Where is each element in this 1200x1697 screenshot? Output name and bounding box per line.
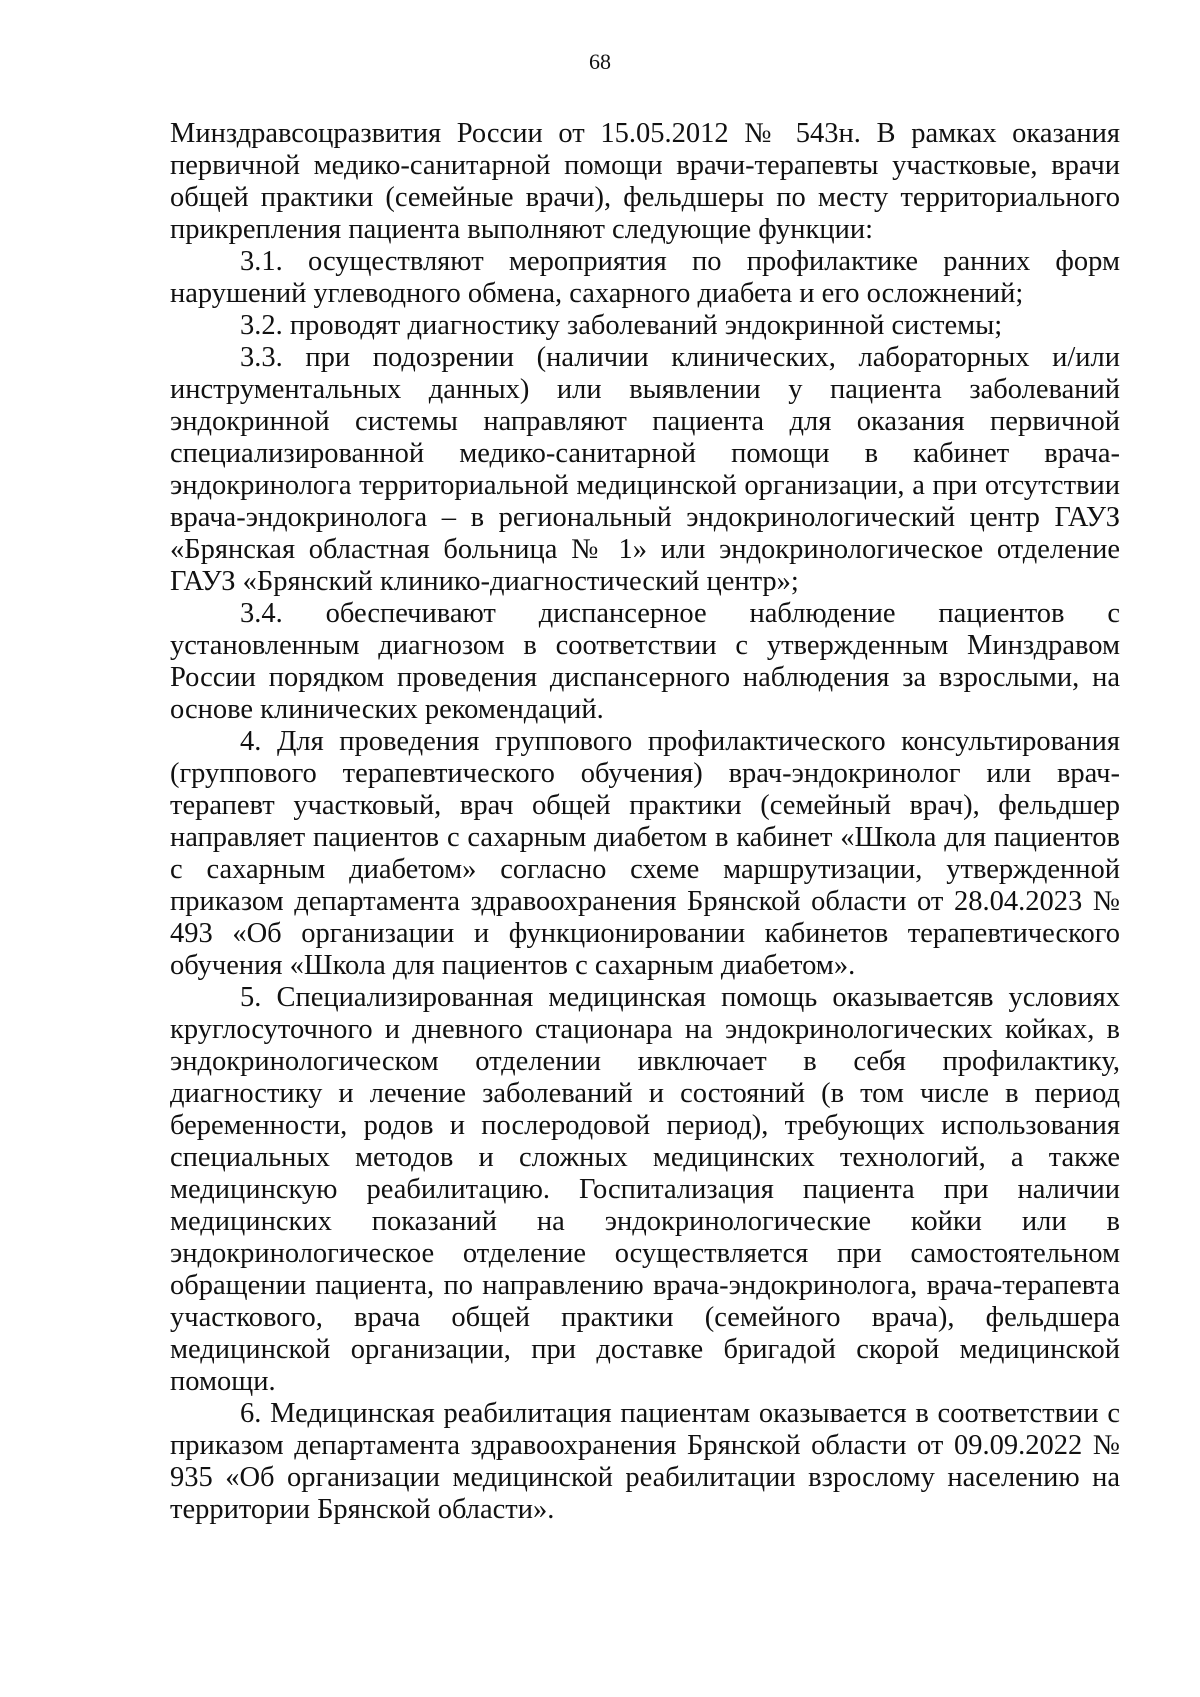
page-number: 68 [589, 49, 611, 74]
document-body [170, 118, 1120, 1526]
paragraph-5: 5. Специализированная медицинская помощь оказываетсяв условиях круглосуточного и дневного стационара на эндокринологических койках, в эндокринологическом отделении ивключает в себя профилактику, диагностику и лечение заболеваний и состояний (в том числе в период беременности, родов и послеродовой период), требующих использования специальных методов и сложных медицинских технологий, а также медицинскую реабилитацию. Госпитализация пациента при наличии медицинских показаний на эндокринологические койки или в эндокринологическое отделение осуществляется при самостоятельном обращении пациента, по направлению врача-эндокринолога, врача-терапевта участкового, врача общей практики (семейного врача), фельдшера медицинской организации, при доставке бригадой скорой медицинской помощи. [170, 982, 1120, 1397]
paragraph-3-4: 3.4. обеспечивают диспансерное наблюдение пациентов с установленным диагнозом в соответствии с утвержденным Минздравом России порядком проведения диспансерного наблюдения за взрослыми, на основе клинических рекомендаций. [170, 598, 1120, 725]
paragraph-6: 6. Медицинская реабилитация пациентам оказывается в соответствии с приказом департамента здравоохранения Брянской области от 09.09.2022 № 935 «Об организации медицинской реабилитации взрослому населению на территории Брянской области». [170, 1398, 1120, 1525]
paragraph-3-3: 3.3. при подозрении (наличии клинических, лабораторных и/или инструментальных данных) или выявлении у пациента заболеваний эндокринной системы направляют пациента для оказания первичной специализированной медико-санитарной помощи в кабинет врача-эндокринолога территориальной медицинской организации, а при отсутствии врача-эндокринолога – в региональный эндокринологический центр ГАУЗ «Брянская областная больница № 1» или эндокринологическое отделение ГАУЗ «Брянский клинико-диагностический центр»; [170, 342, 1120, 597]
paragraph-intro: Минздравсоцразвития России от 15.05.2012 № 543н. В рамках оказания первичной медико-санитарной помощи врачи-терапевты участковые, врачи общей практики (семейные врачи), фельдшеры по месту территориального прикрепления пациента выполняют следующие функции: [170, 118, 1120, 245]
paragraph-4: 4. Для проведения группового профилактического консультирования (группового терапевтического обучения) врач-эндокринолог или врач-терапевт участковый, врач общей практики (семейный врач), фельдшер направляет пациентов с сахарным диабетом в кабинет «Школа для пациентов с сахарным диабетом» согласно схеме маршрутизации, утвержденной приказом департамента здравоохранения Брянской области от 28.04.2023 № 493 «Об организации и функционировании кабинетов терапевтического обучения «Школа для пациентов с сахарным диабетом». [170, 726, 1120, 981]
paragraph-3-1: 3.1. осуществляют мероприятия по профилактике ранних форм нарушений углеводного обмена, сахарного диабета и его осложнений; [170, 246, 1120, 309]
paragraph-3-2: 3.2. проводят диагностику заболеваний эндокринной системы; [240, 310, 1003, 341]
